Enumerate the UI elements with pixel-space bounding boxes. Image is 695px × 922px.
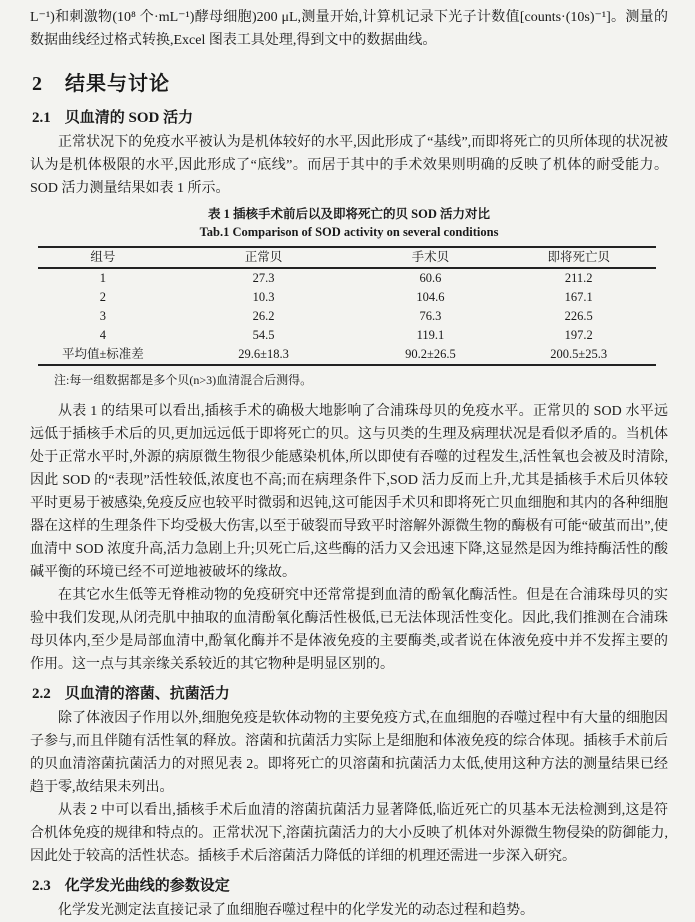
- subsection-title: 贝血清的 SOD 活力: [64, 110, 194, 126]
- cell-surgery: 76.3: [419, 309, 442, 323]
- subsection-heading-2-2: [32, 682, 668, 703]
- cell-normal: 10.3: [252, 290, 275, 304]
- subsection-title: 贝血清的溶菌、抗菌活力: [64, 686, 230, 702]
- table1-note: 注:每一组数据都是多个贝(n>3)血清混合后测得。: [54, 373, 313, 387]
- table-row-mean: [38, 345, 656, 365]
- table1-caption-cn: 表 1 插核手术前后以及即将死亡的贝 SOD 活力对比: [208, 207, 490, 221]
- table1-header-row: [38, 247, 656, 268]
- cell-group: 平均值±标准差: [61, 347, 144, 361]
- table-row: [38, 288, 656, 307]
- sub2-paragraph-1: 除了体液因子作用以外,细胞免疫是软体动物的主要免疫方式,在血细胞的吞噬过程中有大量的细胞因子参与,而且伴随有活性氧的释放。溶菌和抗菌活力实际上是细胞和体液免疫的综合体现。插核手术前后的贝血清溶菌抗菌活力的对照见表 2。即将死亡的贝溶菌和抗菌活力太低,使用这种方法的测量结果已经趋于零,故结果未列出。: [30, 711, 668, 795]
- cell-group: 1: [99, 271, 106, 285]
- table-row: [38, 307, 656, 326]
- table1: [38, 246, 656, 366]
- cell-surgery: 119.1: [416, 328, 445, 342]
- subsection-heading-2-3: [32, 874, 668, 895]
- section-heading-2: [32, 67, 668, 96]
- subsection-title: 化学发光曲线的参数设定: [64, 878, 230, 894]
- cell-dying: 211.2: [564, 271, 593, 285]
- cell-surgery: 90.2±26.5: [405, 347, 456, 361]
- cell-dying: 197.2: [564, 328, 593, 342]
- table-row: [38, 268, 656, 288]
- table1-header-group: 组号: [90, 250, 116, 264]
- cell-group: 3: [99, 309, 106, 323]
- cell-normal: 26.2: [252, 309, 275, 323]
- sub3-paragraph-1: 化学发光测定法直接记录了血细胞吞噬过程中的化学发光的动态过程和趋势。: [58, 903, 534, 918]
- subsection-number: 2.3: [32, 878, 51, 894]
- table1-header-surgery: 手术贝: [411, 250, 450, 264]
- table1-caption-en: Tab.1 Comparison of SOD activity on several conditions: [199, 225, 499, 239]
- sub1-paragraph-3: 在其它水生低等无脊椎动物的免疫研究中还常常提到血清的酚氧化酶活性。但是在合浦珠母贝的实验中我们发现,从闭壳肌中抽取的血清酚氧化酶活性极低,已无法体现活性变化。因此,我们推测在合浦珠母贝体内,至少是局部血清中,酚氧化酶并不是体液免疫的主要酶类,或者说在体液免疫中并不发挥主要的作用。这一点与其亲缘关系较近的其它物种是明显区别的。: [30, 588, 668, 672]
- sub1-paragraph-2: 从表 1 的结果可以看出,插核手术的确极大地影响了合浦珠母贝的免疫水平。正常贝的 SOD 水平远远低于插核手术后的贝,更加远远低于即将死亡的贝。这与贝类的生理及病理状况是看似矛盾的。当机体处于正常水平时,外源的病原微生物很少能感染机体,所以即使有吞噬的过程发生,活性氧也会被及时清除,因此 SOD 的“表现”活性较低,浓度也不高;而在病理条件下,SOD 活力反而上升,尤其是插核手术后贝体较平时更易于被感染,免疫反应也较平时微弱和迟钝,这可能因手术贝和即将死亡贝血细胞和其内的各种细胞器在这样的生理条件下均受极大伤害,以至于破裂而导致平时溶解外源微生物的酶极有可能“破茧而出”,使血清中 SOD 浓度升高,活力急剧上升;贝死亡后,这些酶的活力又会迅速下降,这显然是因为维持酶活性的酸碱平衡的环境已经不可逆地被破坏的缘故。: [30, 404, 668, 580]
- subsection-heading-2-1: [32, 106, 668, 127]
- table1-header-normal: 正常贝: [244, 250, 283, 264]
- cell-normal: 27.3: [252, 271, 275, 285]
- section-title: 结果与讨论: [65, 73, 170, 95]
- cell-normal: 54.5: [252, 328, 275, 342]
- section-number: 2: [32, 73, 43, 95]
- cell-surgery: 60.6: [419, 271, 442, 285]
- subsection-number: 2.1: [32, 110, 51, 126]
- cell-dying: 167.1: [564, 290, 593, 304]
- cell-surgery: 104.6: [416, 290, 445, 304]
- cell-dying: 226.5: [564, 309, 593, 323]
- table1-header-dying: 即将死亡贝: [547, 250, 610, 264]
- continued-paragraph: L⁻¹)和刺激物(10⁸ 个·mL⁻¹)酵母细胞)200 μL,测量开始,计算机记录下光子计数值[counts·(10s)⁻¹]。测量的数据曲线经过格式转换,Excel 图表工具处理,得到文中的数据曲线。: [30, 10, 668, 48]
- cell-dying: 200.5±25.3: [550, 347, 608, 361]
- cell-group: 4: [99, 328, 106, 342]
- subsection-number: 2.2: [32, 686, 51, 702]
- sub1-paragraph-1: 正常状况下的免疫水平被认为是机体较好的水平,因此形成了“基线”,而即将死亡的贝所体现的状况被认为是机体极限的水平,因此形成了“底线”。而居于其中的手术效果则明确的反映了机体的耐受能力。SOD 活力测量结果如表 1 所示。: [30, 135, 668, 196]
- cell-normal: 29.6±18.3: [238, 347, 289, 361]
- sub2-paragraph-2: 从表 2 中可以看出,插核手术后血清的溶菌抗菌活力显著降低,临近死亡的贝基本无法检测到,这是符合机体免疫的规律和特点的。正常状况下,溶菌抗菌活力的大小反映了机体对外源微生物侵染的防御能力,因此处于较高的活性状态。插核手术后溶菌活力降低的详细的机理还需进一步深入研究。: [30, 803, 668, 864]
- table1-block: [30, 205, 668, 388]
- cell-group: 2: [99, 290, 106, 304]
- table-row: [38, 326, 656, 345]
